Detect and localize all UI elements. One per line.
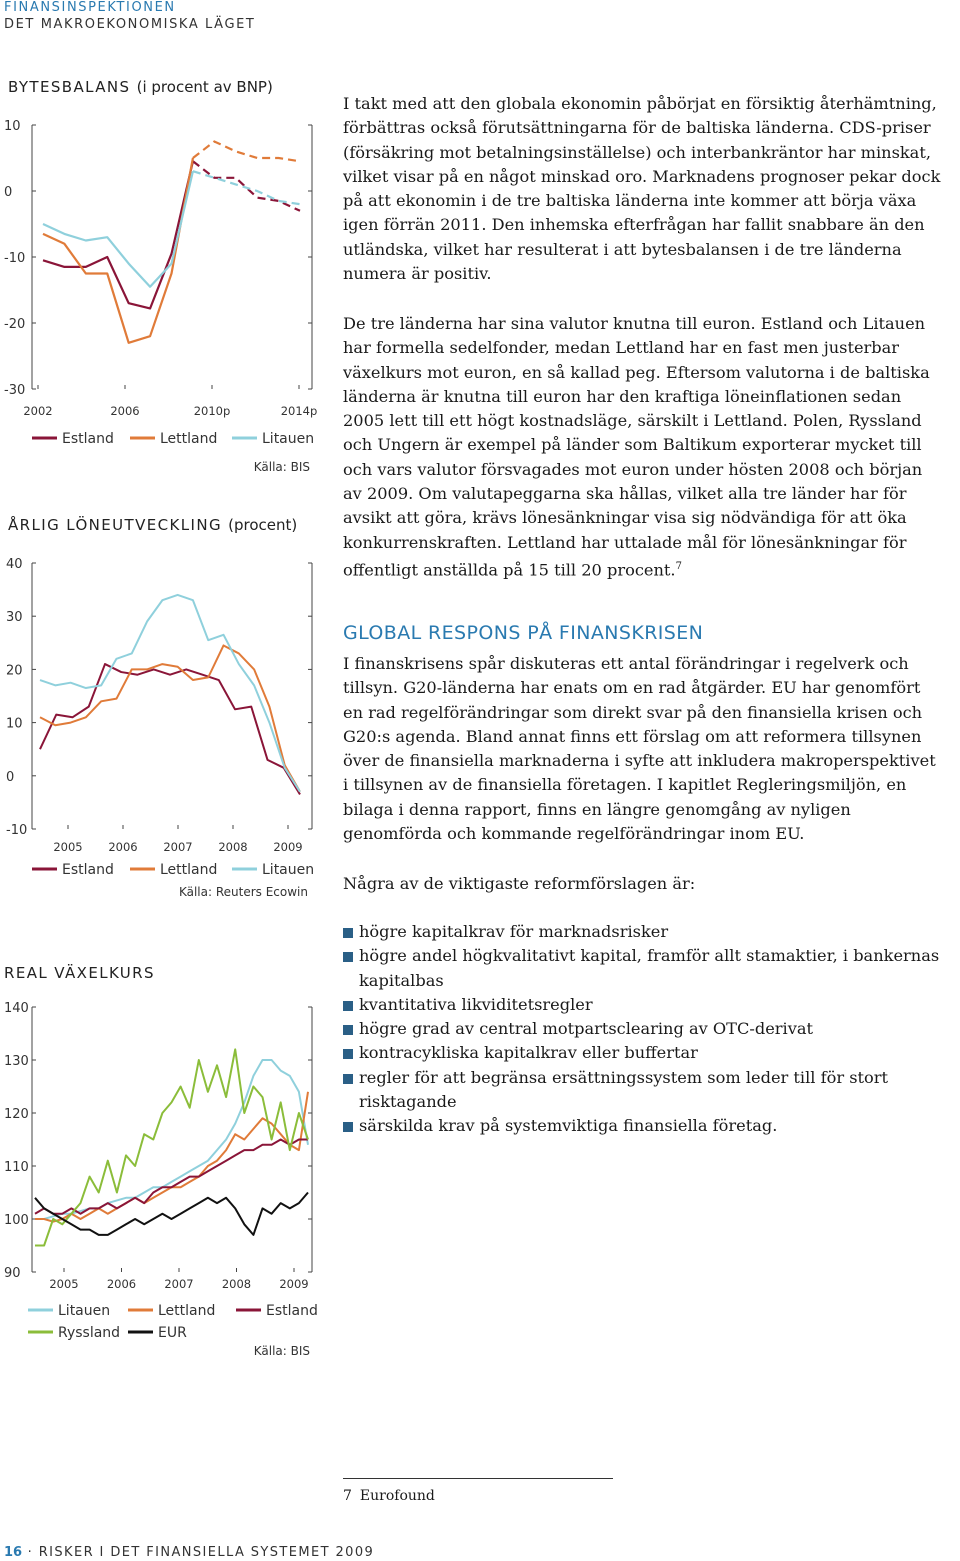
x-tick-label: 2010p (193, 404, 231, 418)
chart2-title-sub: (procent) (228, 516, 298, 534)
x-tick-label: 2006 (106, 1277, 137, 1291)
header-org: FINANSINSPEKTIONEN (4, 0, 176, 15)
vaxelkurs-chart (0, 985, 330, 1365)
x-tick-label: 2006 (110, 404, 140, 418)
list-item: högre kapitalkrav för marknadsrisker (343, 920, 943, 944)
list-item: särskilda krav på systemviktiga finansiella företag. (343, 1114, 943, 1138)
legend-label-lettland: Lettland (158, 1303, 216, 1319)
legend-label-eur: EUR (158, 1325, 187, 1341)
list-item: högre andel högkvalitativt kapital, framför allt stamaktier, i bankernas kapitalbas (343, 944, 943, 993)
legend-label-litauen: Litauen (58, 1303, 111, 1319)
x-tick-label: 2014p (280, 404, 318, 418)
paragraph-1: I takt med att den globala ekonomin påbörjat en försiktig återhämtning, förbättras också förutsättningarna för de baltiska länderna. CDS-priser (försäkring mot betalningsinställelse) och interbankräntor har minskat, vilket visar på en något minskad oro. Marknadens prognoser pekar dock på att ekonomin i de tre baltiska länderna inte kommer att börja växa igen förrän 2011. Den inhemska efterfrågan har fallit snabbare än den utländska, vilket har resulterat i att bytesbalansen i de tre länderna numera är positiv. (343, 94, 941, 284)
y-tick-label: -10 (6, 823, 28, 838)
footnote-ref[interactable]: 7 (675, 560, 682, 572)
series-line-estland (35, 1140, 308, 1214)
y-tick-label: 10 (6, 716, 23, 732)
y-tick-label: 90 (4, 1266, 21, 1281)
chart1-title-sub: (i procent av BNP) (136, 78, 273, 96)
series-forecast-line-lettland (193, 142, 300, 162)
bullet-square-icon (343, 1025, 353, 1035)
footer-separator: · (27, 1545, 34, 1560)
y-tick-label: 30 (6, 610, 23, 626)
bullet-square-icon (343, 1049, 353, 1059)
footer-title: RISKER I DET FINANSIELLA SYSTEMET 2009 (38, 1545, 375, 1560)
chart-source: Källa: BIS (253, 460, 310, 474)
bullet-square-icon (343, 928, 353, 938)
footnote (343, 1488, 435, 1504)
y-tick-label: 130 (4, 1054, 29, 1069)
x-tick-label: 2005 (53, 840, 83, 854)
x-tick-label: 2007 (163, 840, 193, 854)
y-tick-label: -20 (4, 317, 26, 332)
footnote-text: Eurofound (359, 1488, 435, 1504)
bullet-square-icon (343, 952, 353, 962)
list-item: regler för att begränsa ersättningssystem som leder till för stort risktagande (343, 1066, 943, 1115)
y-tick-label: 100 (4, 1213, 29, 1228)
legend-label-ryssland: Ryssland (58, 1325, 121, 1341)
series-line-litauen (40, 595, 300, 792)
bullet-square-icon (343, 1074, 353, 1084)
series-line-lettland (35, 1092, 308, 1222)
paragraph-4: Några av de viktigaste reformförslagen är: (343, 874, 696, 893)
y-tick-label: 0 (4, 185, 13, 200)
legend-label-estland: Estland (62, 431, 114, 447)
x-tick-label: 2002 (23, 404, 53, 418)
list-item: kvantitativa likviditetsregler (343, 993, 943, 1017)
page-footer (4, 1545, 374, 1560)
header-section: DET MAKROEKONOMISKA LÄGET (4, 17, 256, 32)
y-tick-label: 120 (4, 1107, 29, 1122)
bullet-square-icon (343, 1001, 353, 1011)
paragraph-3: I finanskrisens spår diskuteras ett antal förändringar i regelverk och tillsyn. G20-länderna har enats om en rad åtgärder. EU har genomfört en rad regelförändringar som direkt svar på den finansiella krisen och G20:s agenda. Bland annat finns ett förslag om att reformera tillsynen över de finansiella marknaderna i syfte att inkludera makroperspektivet i tillsynen av de finansiella företagen. I kapitlet Regleringsmiljön, en bilaga i denna rapport, finns en längre genomgång av nyligen genomförda och kommande regelförändringar inom EU. (343, 654, 936, 844)
legend-label-estland: Estland (62, 862, 114, 878)
footnote-number: 7 (343, 1488, 352, 1504)
y-tick-label: 10 (4, 119, 21, 134)
legend-label-litauen: Litauen (262, 862, 315, 878)
series-line-litauen (43, 171, 193, 287)
x-tick-label: 2006 (108, 840, 138, 854)
page-number: 16 (4, 1545, 23, 1560)
bytesbalans-chart (0, 100, 330, 480)
list-item: kontracykliska kapitalkrav eller buffertar (343, 1041, 943, 1065)
y-tick-label: 20 (6, 663, 23, 679)
loneutveckling-chart (0, 540, 330, 900)
y-tick-label: 110 (4, 1160, 29, 1175)
x-tick-label: 2005 (49, 1277, 79, 1291)
y-tick-label: 140 (4, 1001, 29, 1016)
x-tick-label: 2009 (279, 1277, 309, 1291)
series-line-eur (35, 1193, 308, 1235)
chart-source: Källa: Reuters Ecowin (178, 885, 308, 899)
series-line-lettland (40, 645, 300, 791)
series-forecast-line-litauen (193, 171, 300, 204)
y-tick-label: -10 (4, 251, 26, 266)
y-tick-label: -30 (4, 383, 26, 398)
chart2-title (8, 516, 297, 534)
paragraph-2-text: De tre länderna har sina valutor knutna till euron. Estland och Litauen har formella sedelfonder, medan Lettland har en fast men justerbar växelkurs mot euron, en så kallad peg. Eftersom valutorna i de baltiska länderna är knutna till euron har den kraftiga löneinflationen sedan 2005 lett till ett högt kostnadsläge, särskilt i Lettland. Polen, Ryssland och Ungern är exempel på länder som Baltikum exporterar mycket till och vars valutor försvagades mot euron under hösten 2008 och början av 2009. Om valutapeggarna ska hållas, vilket alla tre länder har för avsikt att göra, krävs lönesänkningar visa sig nödvändiga för att öka konkurrenskraften. Lettland har uttalade mål för lönesänkningar för offentligt anställda på 15 till 20 procent. (343, 314, 930, 580)
bullet-square-icon (343, 1122, 353, 1132)
x-tick-label: 2008 (221, 1277, 252, 1291)
y-tick-label: 0 (6, 769, 15, 785)
footnote-divider (343, 1478, 613, 1479)
chart2-title-main: ÅRLIG LÖNEUTVECKLING (8, 516, 222, 534)
x-tick-label: 2009 (273, 840, 303, 854)
reform-list (343, 920, 943, 1139)
x-tick-label: 2007 (164, 1277, 194, 1291)
chart3-title-main: REAL VÄXELKURS (4, 964, 155, 982)
chart-source: Källa: BIS (253, 1344, 310, 1358)
legend-label-lettland: Lettland (160, 862, 218, 878)
paragraph-2 (343, 312, 943, 583)
series-forecast-line-estland (193, 161, 300, 211)
list-item: högre grad av central motpartsclearing av OTC-derivat (343, 1017, 943, 1041)
section-heading: GLOBAL RESPONS PÅ FINANSKRISEN (343, 622, 704, 644)
legend-label-estland: Estland (266, 1303, 318, 1319)
legend-label-lettland: Lettland (160, 431, 218, 447)
legend-label-litauen: Litauen (262, 431, 315, 447)
chart3-title (4, 964, 155, 982)
x-tick-label: 2008 (218, 840, 248, 854)
chart1-title (8, 78, 273, 96)
y-tick-label: 40 (6, 557, 23, 572)
series-line-litauen (35, 1060, 308, 1219)
chart1-title-main: BYTESBALANS (8, 78, 131, 96)
